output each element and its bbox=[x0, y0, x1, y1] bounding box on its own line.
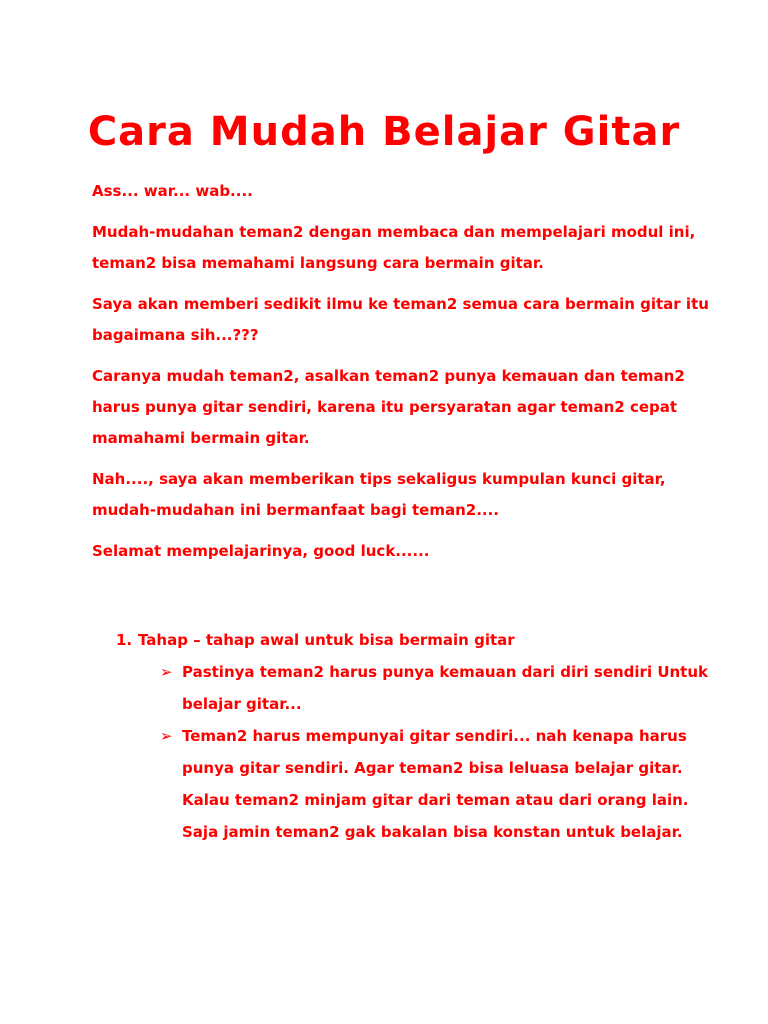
bullet-item bbox=[160, 656, 716, 720]
list-number: 1. bbox=[116, 631, 133, 649]
list-item-heading bbox=[116, 624, 716, 656]
document-title: Cara Mudah Belajar Gitar bbox=[87, 109, 681, 155]
numbered-list bbox=[116, 624, 716, 848]
closing-paragraph: Selamat mempelajarinya, good luck...... bbox=[92, 542, 430, 560]
paragraph: Mudah-mudahan teman2 dengan membaca dan mempelajari modul ini, teman2 bisa memahami langsung cara bermain gitar. bbox=[92, 223, 696, 272]
paragraph: Caranya mudah teman2, asalkan teman2 punya kemauan dan teman2 harus punya gitar sendiri, karena itu persyaratan agar teman2 cepat mamahami bermain gitar. bbox=[92, 367, 685, 447]
bullet-item bbox=[160, 720, 716, 848]
bullet-list bbox=[116, 656, 716, 848]
greeting-paragraph: Ass... war... wab.... bbox=[92, 182, 253, 200]
arrow-bullet-icon: ➢ bbox=[160, 727, 173, 745]
intro-text bbox=[92, 176, 712, 577]
arrow-bullet-icon: ➢ bbox=[160, 663, 173, 681]
bullet-text: Pastinya teman2 harus punya kemauan dari diri sendiri Untuk belajar gitar... bbox=[182, 663, 708, 713]
bullet-text: Teman2 harus mempunyai gitar sendiri... nah kenapa harus punya gitar sendiri. Agar teman2 bisa leluasa belajar gitar. Kalau teman2 minjam gitar dari teman atau dari orang lain. Saja jamin teman2 gak bakalan bisa konstan untuk belajar. bbox=[182, 727, 689, 841]
paragraph: Saya akan memberi sedikit ilmu ke teman2 semua cara bermain gitar itu bagaimana sih...??? bbox=[92, 295, 709, 344]
paragraph: Nah...., saya akan memberikan tips sekaligus kumpulan kunci gitar, mudah-mudahan ini bermanfaat bagi teman2.... bbox=[92, 470, 666, 519]
list-heading-text: Tahap – tahap awal untuk bisa bermain gitar bbox=[138, 631, 515, 649]
